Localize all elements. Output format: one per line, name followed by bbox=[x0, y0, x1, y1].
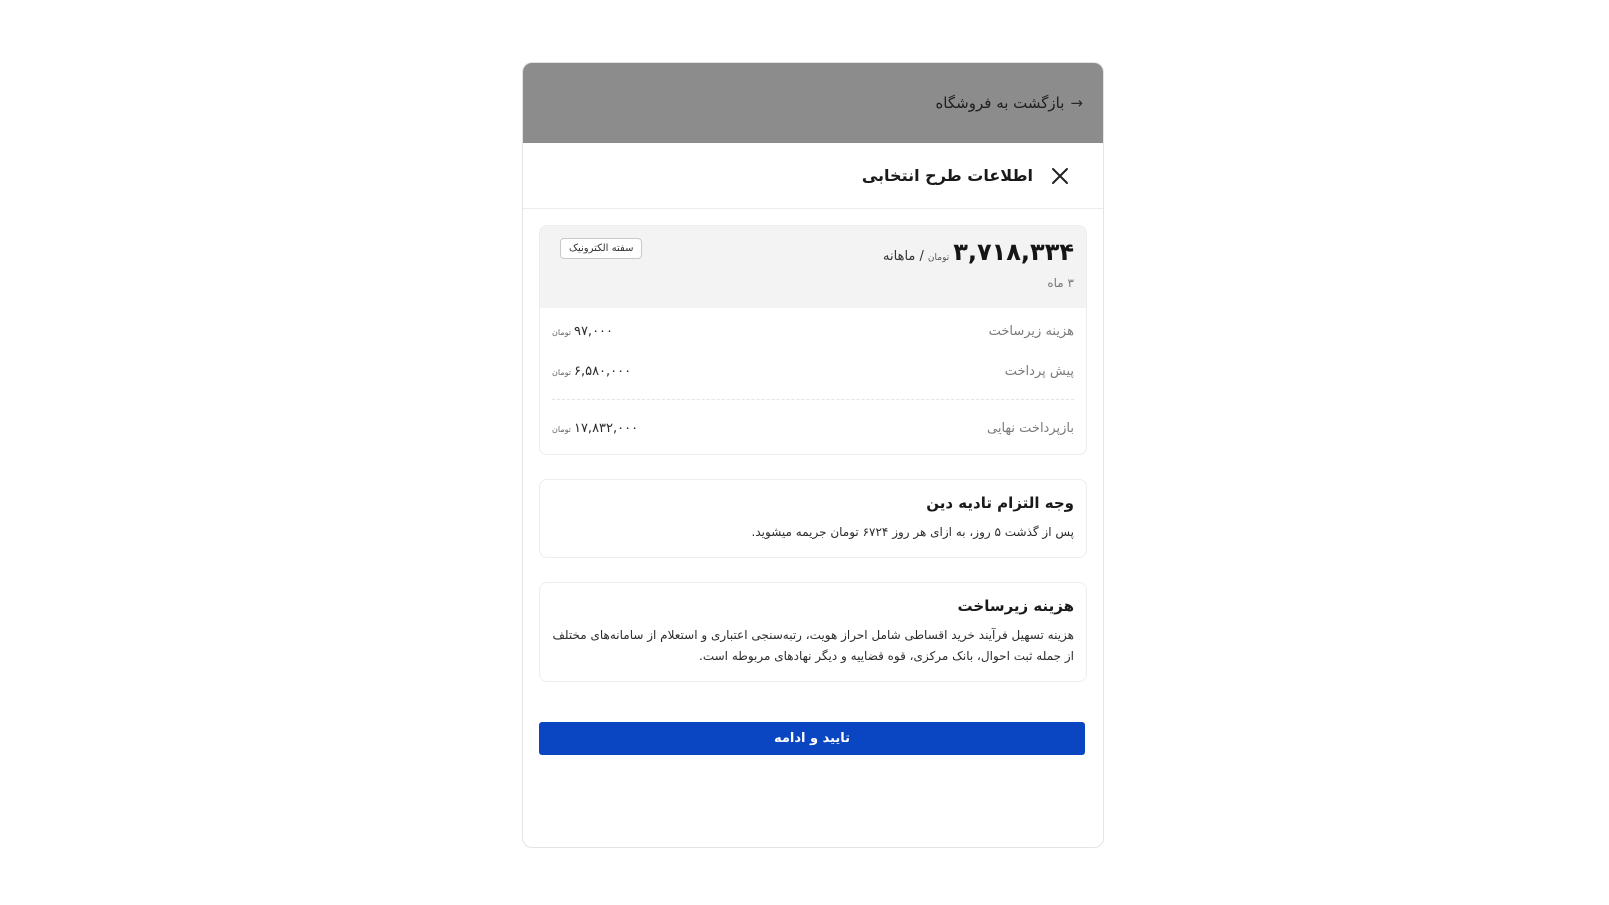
row-currency: تومان bbox=[552, 367, 571, 377]
penalty-title: وجه التزام تادیه دین bbox=[926, 494, 1074, 512]
sheet-header bbox=[523, 143, 1103, 209]
row-divider bbox=[552, 399, 1074, 400]
row-amount: ۶,۵۸۰,۰۰۰ bbox=[573, 363, 632, 379]
row-value bbox=[552, 364, 631, 379]
fee-row-infrastructure bbox=[552, 311, 1074, 351]
topbar bbox=[523, 63, 1103, 143]
sheet-content bbox=[523, 209, 1103, 755]
row-label: بازپرداخت نهایی bbox=[986, 420, 1074, 436]
penalty-card bbox=[539, 479, 1087, 558]
currency-label: تومان bbox=[927, 253, 950, 263]
arrow-right-icon[interactable]: → bbox=[1070, 94, 1083, 112]
row-amount: ۹۷,۰۰۰ bbox=[573, 323, 614, 339]
row-value bbox=[552, 324, 613, 339]
fee-rows bbox=[540, 311, 1086, 454]
infrastructure-card bbox=[539, 582, 1087, 682]
plan-duration: ۳ ماه bbox=[1047, 276, 1074, 290]
plan-card bbox=[539, 225, 1087, 455]
confirm-continue-button[interactable]: تایید و ادامه bbox=[539, 722, 1085, 755]
monthly-price: ۳,۷۱۸,۳۳۴ bbox=[953, 238, 1074, 266]
infrastructure-title: هزینه زیرساخت bbox=[957, 597, 1074, 615]
back-to-shop-link[interactable]: بازگشت به فروشگاه bbox=[935, 94, 1065, 112]
period-label: / ماهانه bbox=[883, 249, 924, 264]
row-currency: تومان bbox=[552, 424, 571, 434]
row-amount: ۱۷,۸۳۲,۰۰۰ bbox=[573, 420, 639, 436]
row-label: پیش پرداخت bbox=[1004, 363, 1074, 379]
penalty-text: پس از گذشت ۵ روز، به ازای هر روز ۶۷۲۴ تومان جریمه میشوید. bbox=[751, 525, 1074, 539]
price-row bbox=[883, 238, 1074, 266]
checkout-frame bbox=[522, 62, 1104, 848]
sheet-title: اطلاعات طرح انتخابی bbox=[861, 166, 1033, 185]
payment-type-badge: سفته الکترونیک bbox=[560, 238, 642, 259]
fee-row-final-repayment bbox=[552, 408, 1074, 448]
close-icon[interactable] bbox=[1047, 163, 1073, 189]
fee-row-prepayment bbox=[552, 351, 1074, 391]
row-label: هزینه زیرساخت bbox=[988, 323, 1074, 339]
row-currency: تومان bbox=[552, 327, 571, 337]
infrastructure-text: هزینه تسهیل فرآیند خرید اقساطی شامل احراز هویت، رتبه‌سنجی اعتباری و استعلام از سامانه‌های مختلف از جمله ثبت احوال، بانک مرکزی، قوه قضاییه و دیگر نهادهای مربوطه است. bbox=[552, 628, 1074, 663]
plan-summary bbox=[540, 226, 1086, 308]
row-value bbox=[552, 421, 638, 436]
